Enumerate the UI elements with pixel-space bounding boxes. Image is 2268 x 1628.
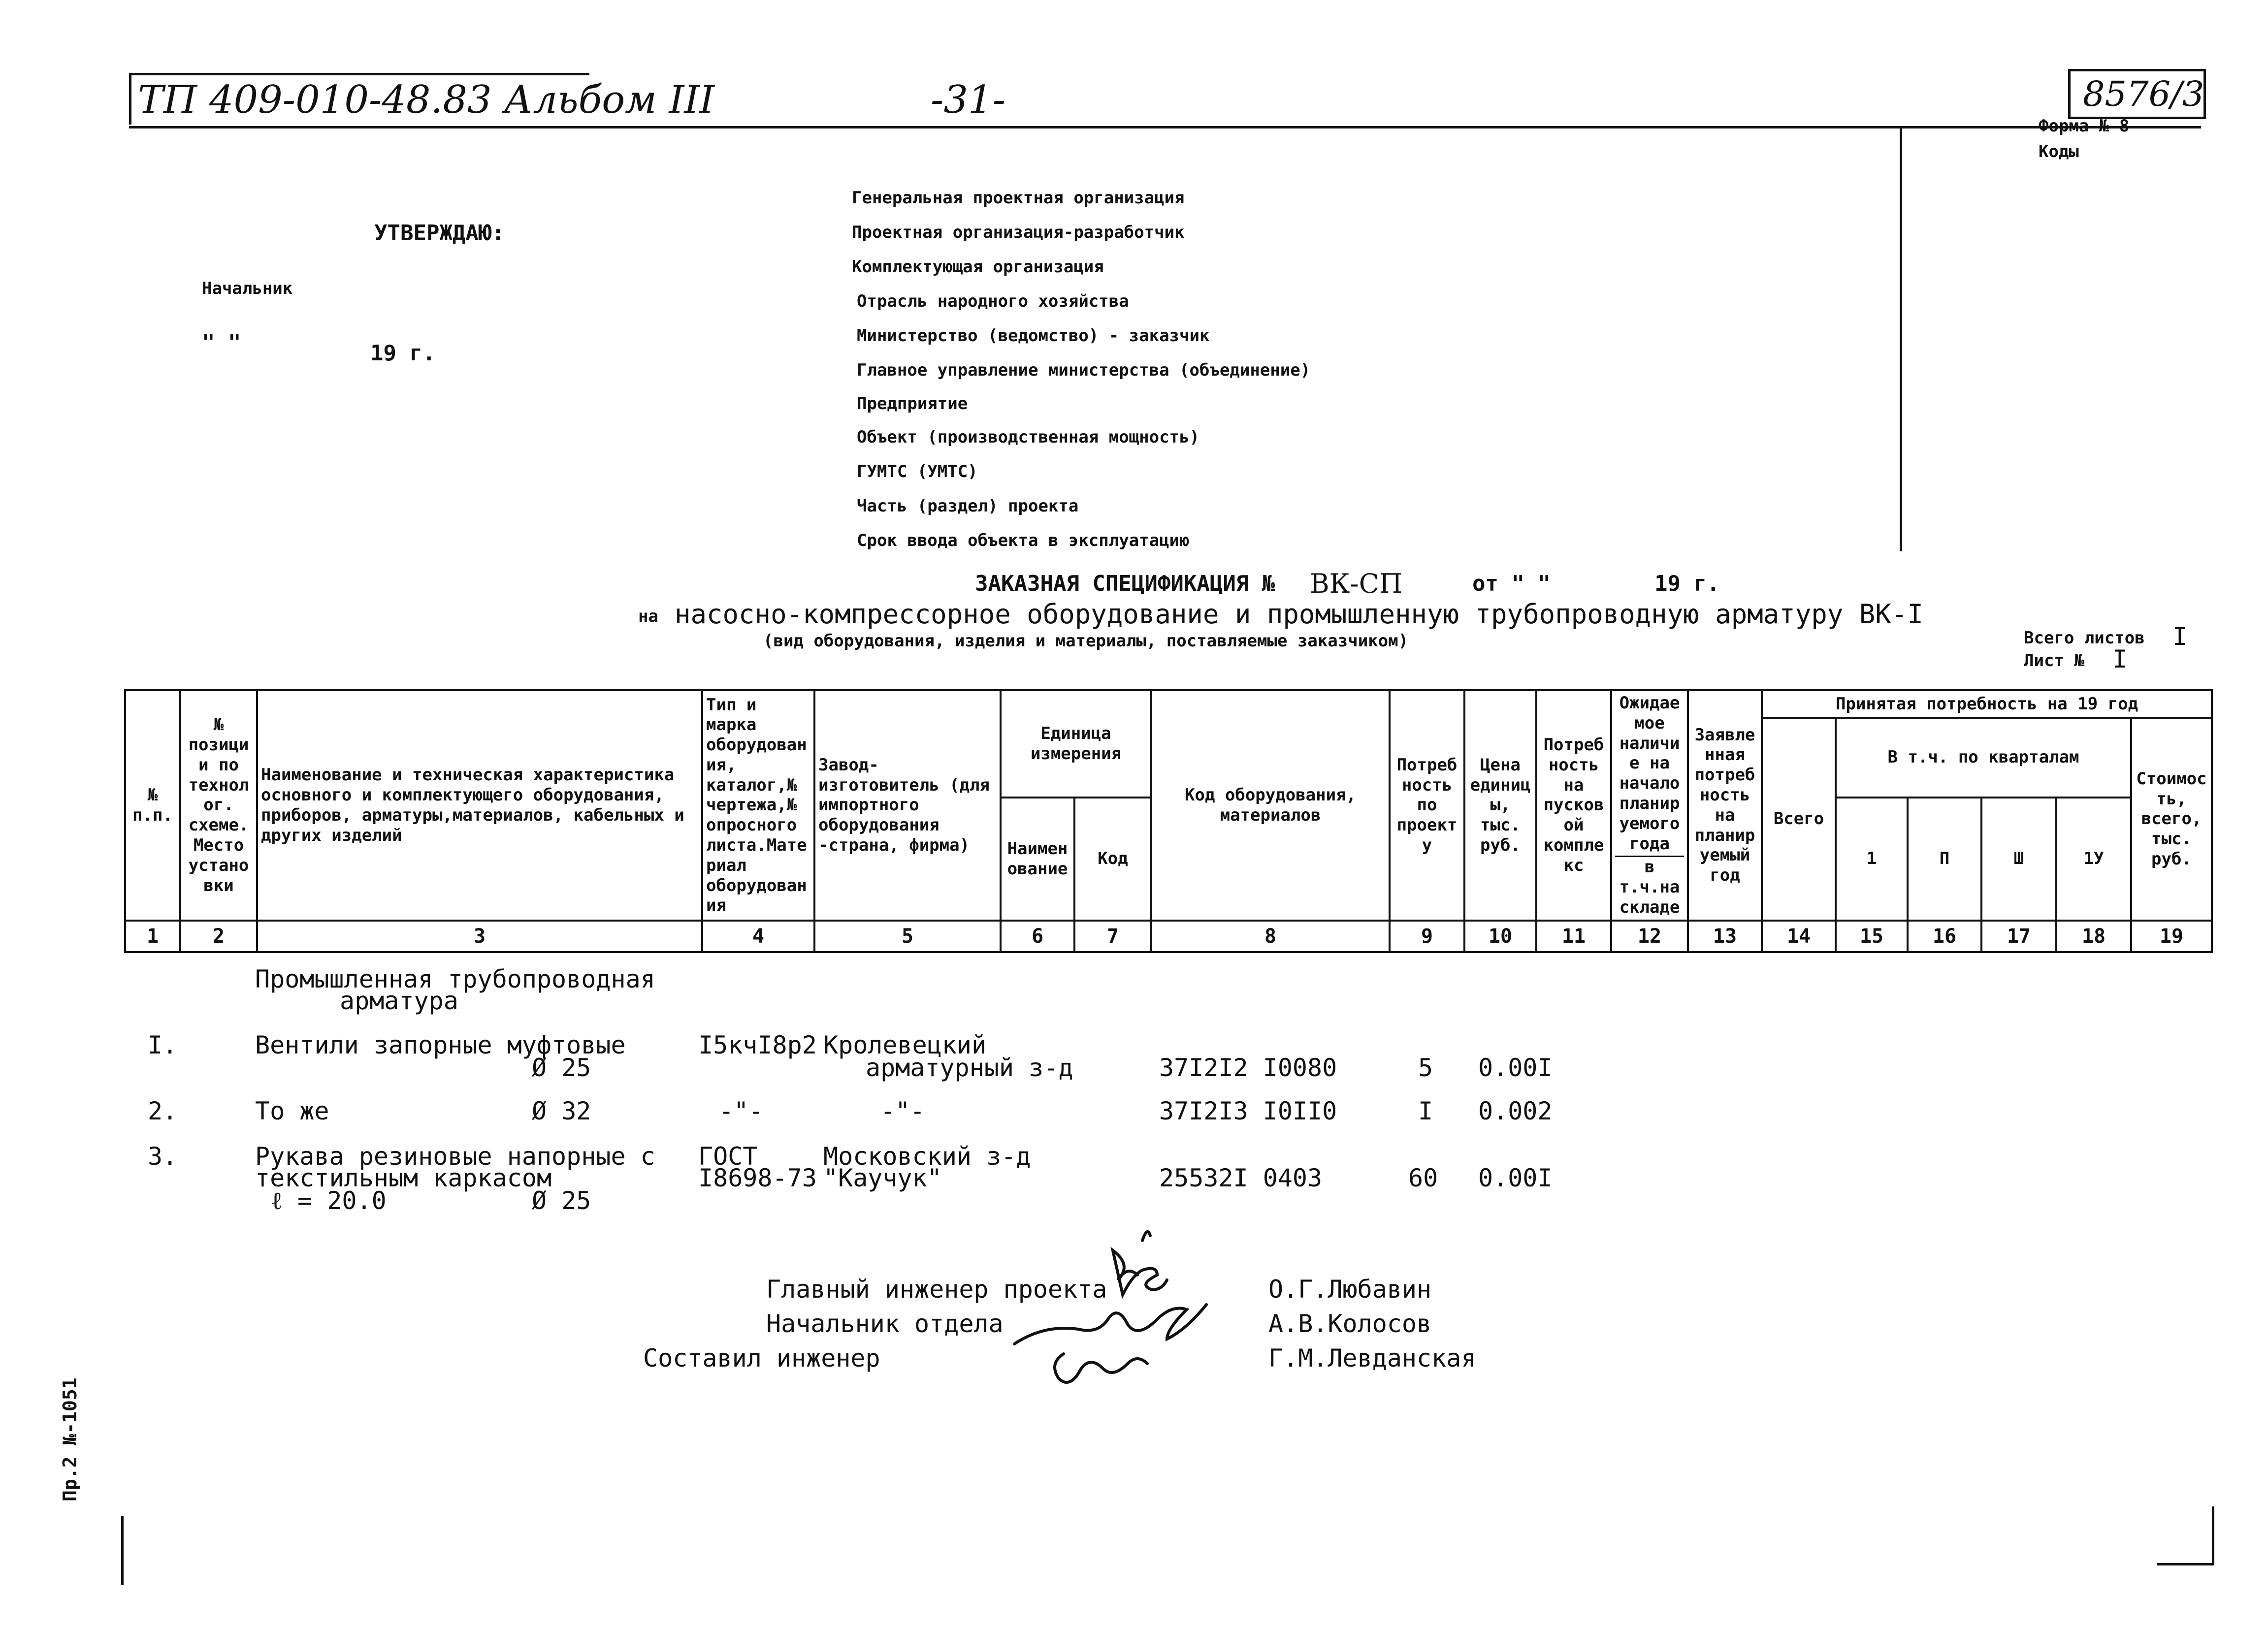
col-header-q2: П: [1908, 798, 1981, 921]
org-line-4: Отрасль народного хозяйства: [857, 291, 1129, 311]
col-header-type: Тип и марка оборудования, каталог,№ чертежа,№ опросного листа.Материал оборудования: [702, 690, 814, 921]
col-number: 6: [1001, 921, 1074, 952]
org-line-7: Предприятие: [857, 394, 968, 414]
total-sheets-label: Всего листов: [2024, 628, 2145, 648]
col-number: 8: [1151, 921, 1390, 952]
signature-name-3: Г.М.Левданская: [1268, 1344, 1476, 1373]
bottom-right-corner-foot: [2157, 1563, 2214, 1565]
spec-note: (вид оборудования, изделия и материалы, поставляемые заказчиком): [763, 631, 1409, 651]
spec-from: от " ": [1472, 571, 1551, 596]
signature-role-2: Начальник отдела: [766, 1309, 1004, 1338]
col-header-declared-need: Заявленная потребность на планируемый год: [1688, 690, 1762, 921]
col-header-total: Всего: [1762, 718, 1836, 921]
row-3-maker-line-1: Московский з-д: [823, 1142, 1031, 1171]
row-3-maker-line-2: "Каучук": [823, 1164, 942, 1192]
signature-name-2: А.В.Колосов: [1268, 1309, 1432, 1338]
col-header-unit-price: Цена единицы, тыс. руб.: [1464, 690, 1536, 921]
col-header-expected-stock: [1611, 690, 1688, 921]
col-number: 7: [1074, 921, 1151, 952]
col-number: 14: [1762, 921, 1836, 952]
row-2-number: 2.: [148, 1097, 178, 1125]
col-number: 16: [1908, 921, 1981, 952]
row-3-price: 0.00I: [1478, 1164, 1553, 1192]
row-3-number: 3.: [148, 1142, 178, 1171]
org-line-10: Часть (раздел) проекта: [857, 496, 1079, 516]
row-3-length: ℓ = 20.0: [271, 1186, 387, 1215]
bottom-right-corner-mark: [2212, 1506, 2214, 1565]
org-line-5: Министерство (ведомство) - заказчик: [857, 326, 1210, 346]
col-header-unit-name: Наименование: [1001, 798, 1074, 921]
side-stamp-text: Пр.2 №-1051: [59, 1377, 81, 1501]
chief-label: Начальник: [202, 279, 293, 298]
sheet-number-label: Лист №: [2024, 651, 2084, 670]
col-number: 17: [1981, 921, 2056, 952]
column-numbers-row: [125, 921, 2212, 952]
row-1-diameter: Ø 25: [532, 1053, 591, 1082]
row-3-type-line-2: I8698-73: [698, 1164, 817, 1192]
form-label: Форма № 8: [2039, 116, 2130, 136]
row-3-name-line-1: Рукава резиновые напорные с: [255, 1142, 655, 1171]
row-2-type: -"-: [719, 1097, 764, 1125]
org-line-6: Главное управление министерства (объединение): [857, 360, 1311, 380]
row-3-code: 25532I 0403: [1159, 1164, 1323, 1192]
handwritten-signatures: [995, 1221, 1270, 1398]
row-2-maker: -"-: [880, 1097, 925, 1125]
approval-date-quotes: " ": [202, 330, 241, 355]
col-number: 2: [180, 921, 257, 952]
row-1-type: I5кчI8р2: [698, 1031, 817, 1059]
bottom-left-corner-mark: [121, 1516, 124, 1585]
spec-number: ВК-СП: [1310, 568, 1403, 599]
spec-subject: насосно-компрессорное оборудование и промышленную трубопроводную арматуру ВК-I: [675, 599, 1923, 630]
col-number: 12: [1611, 921, 1688, 952]
row-3-diameter: Ø 25: [532, 1186, 591, 1215]
col-header-need-by-project: Потребность по проекту: [1390, 690, 1464, 921]
col-header-accepted-need: Принятая потребность на 19 год: [1762, 690, 2212, 718]
row-2-quantity: I: [1418, 1097, 1433, 1125]
col-number: 15: [1836, 921, 1908, 952]
col-header-unit-code: Код: [1074, 798, 1151, 921]
row-3-name-line-2: текстильным каркасом: [255, 1164, 552, 1192]
col-header-equipment-code: Код оборудования, материалов: [1151, 690, 1390, 921]
album-reference: ТП 409-010-48.83 Альбом III: [138, 78, 715, 122]
specification-table: [124, 689, 2213, 953]
org-line-3: Комплектующая организация: [852, 257, 1104, 277]
right-column-divider: [1900, 128, 1902, 551]
spec-title-label: ЗАКАЗНАЯ СПЕЦИФИКАЦИЯ №: [975, 571, 1275, 596]
row-2-code: 37I2I3 I0II0: [1159, 1097, 1337, 1125]
row-3-type-line-1: ГОСТ: [698, 1142, 758, 1171]
top-frame-line: [129, 126, 2201, 128]
col-number: 9: [1390, 921, 1464, 952]
signature-role-1: Главный инженер проекта: [766, 1275, 1107, 1304]
codes-label: Коды: [2039, 142, 2079, 161]
col-number: 10: [1464, 921, 1536, 952]
col-header-q4: 1У: [2056, 798, 2131, 921]
section-title-line-1: Промышленная трубопроводная: [255, 965, 655, 993]
row-2-name: То же: [255, 1097, 329, 1125]
expected-stock-text: Ожидаемое наличие на начало планируемого года: [1619, 693, 1680, 854]
col-header-q1: 1: [1836, 798, 1908, 921]
col-header-position: № позиции по технолог. схеме. Место установки: [180, 690, 257, 921]
col-header-by-quarters: В т.ч. по кварталам: [1836, 718, 2131, 798]
col-number: 1: [125, 921, 180, 952]
col-header-q3: Ш: [1981, 798, 2056, 921]
approval-year: 19 г.: [370, 341, 436, 366]
signature-role-3: Составил инженер: [643, 1344, 880, 1373]
total-sheets-value: I: [2172, 622, 2188, 651]
row-1-quantity: 5: [1418, 1053, 1433, 1082]
org-line-11: Срок ввода объекта в эксплуатацию: [857, 531, 1190, 550]
page-number: -31-: [931, 78, 1005, 122]
row-1-number: I.: [148, 1031, 178, 1059]
col-number: 18: [2056, 921, 2131, 952]
col-number: 11: [1536, 921, 1611, 952]
col-number: 13: [1688, 921, 1762, 952]
signature-name-1: О.Г.Любавин: [1268, 1275, 1432, 1304]
section-title-line-2: арматура: [340, 987, 458, 1015]
side-stamp: [59, 1377, 81, 1501]
col-number: 19: [2131, 921, 2212, 952]
col-header-cost-total: Стоимость, всего, тыс. руб.: [2131, 718, 2212, 921]
sheet-number-value: I: [2112, 645, 2128, 673]
sheet-code: 8576/3: [2083, 74, 2204, 114]
row-1-code: 37I2I2 I0080: [1159, 1053, 1337, 1082]
col-header-launch-need: Потребность на пусковой комплекс: [1536, 690, 1611, 921]
col-number: 4: [702, 921, 814, 952]
col-number: 3: [257, 921, 702, 952]
row-1-name: Вентили запорные муфтовые: [255, 1031, 626, 1059]
col-header-row-number: № п.п.: [125, 690, 180, 921]
col-header-unit: Единица измерения: [1001, 690, 1151, 798]
spec-year: 19 г.: [1654, 571, 1720, 596]
org-line-1: Генеральная проектная организация: [852, 188, 1185, 208]
spec-on-label: на: [638, 607, 658, 626]
org-line-2: Проектная организация-разработчик: [852, 223, 1185, 242]
org-line-9: ГУМТС (УМТС): [857, 462, 978, 481]
row-2-price: 0.002: [1478, 1097, 1553, 1125]
row-1-maker-line-2: арматурный з-д: [866, 1053, 1073, 1082]
in-stock-text: в т.ч.на складе: [1615, 856, 1684, 917]
approve-label: УТВЕРЖДАЮ:: [374, 221, 505, 246]
org-line-8: Объект (производственная мощность): [857, 427, 1199, 447]
row-1-maker-line-1: Кролевецкий: [823, 1031, 987, 1059]
col-number: 5: [814, 921, 1001, 952]
row-1-price: 0.00I: [1478, 1053, 1553, 1082]
row-2-diameter: Ø 32: [532, 1097, 591, 1125]
col-header-manufacturer: Завод-изготовитель (для импортного оборудования -страна, фирма): [814, 690, 1001, 921]
sheet-code-box: [2068, 69, 2206, 119]
row-3-quantity: 60: [1408, 1164, 1438, 1192]
col-header-name: Наименование и техническая характеристика основного и комплектующего оборудования, приборов, арматуры,материалов, кабельных и других изделий: [257, 690, 702, 921]
